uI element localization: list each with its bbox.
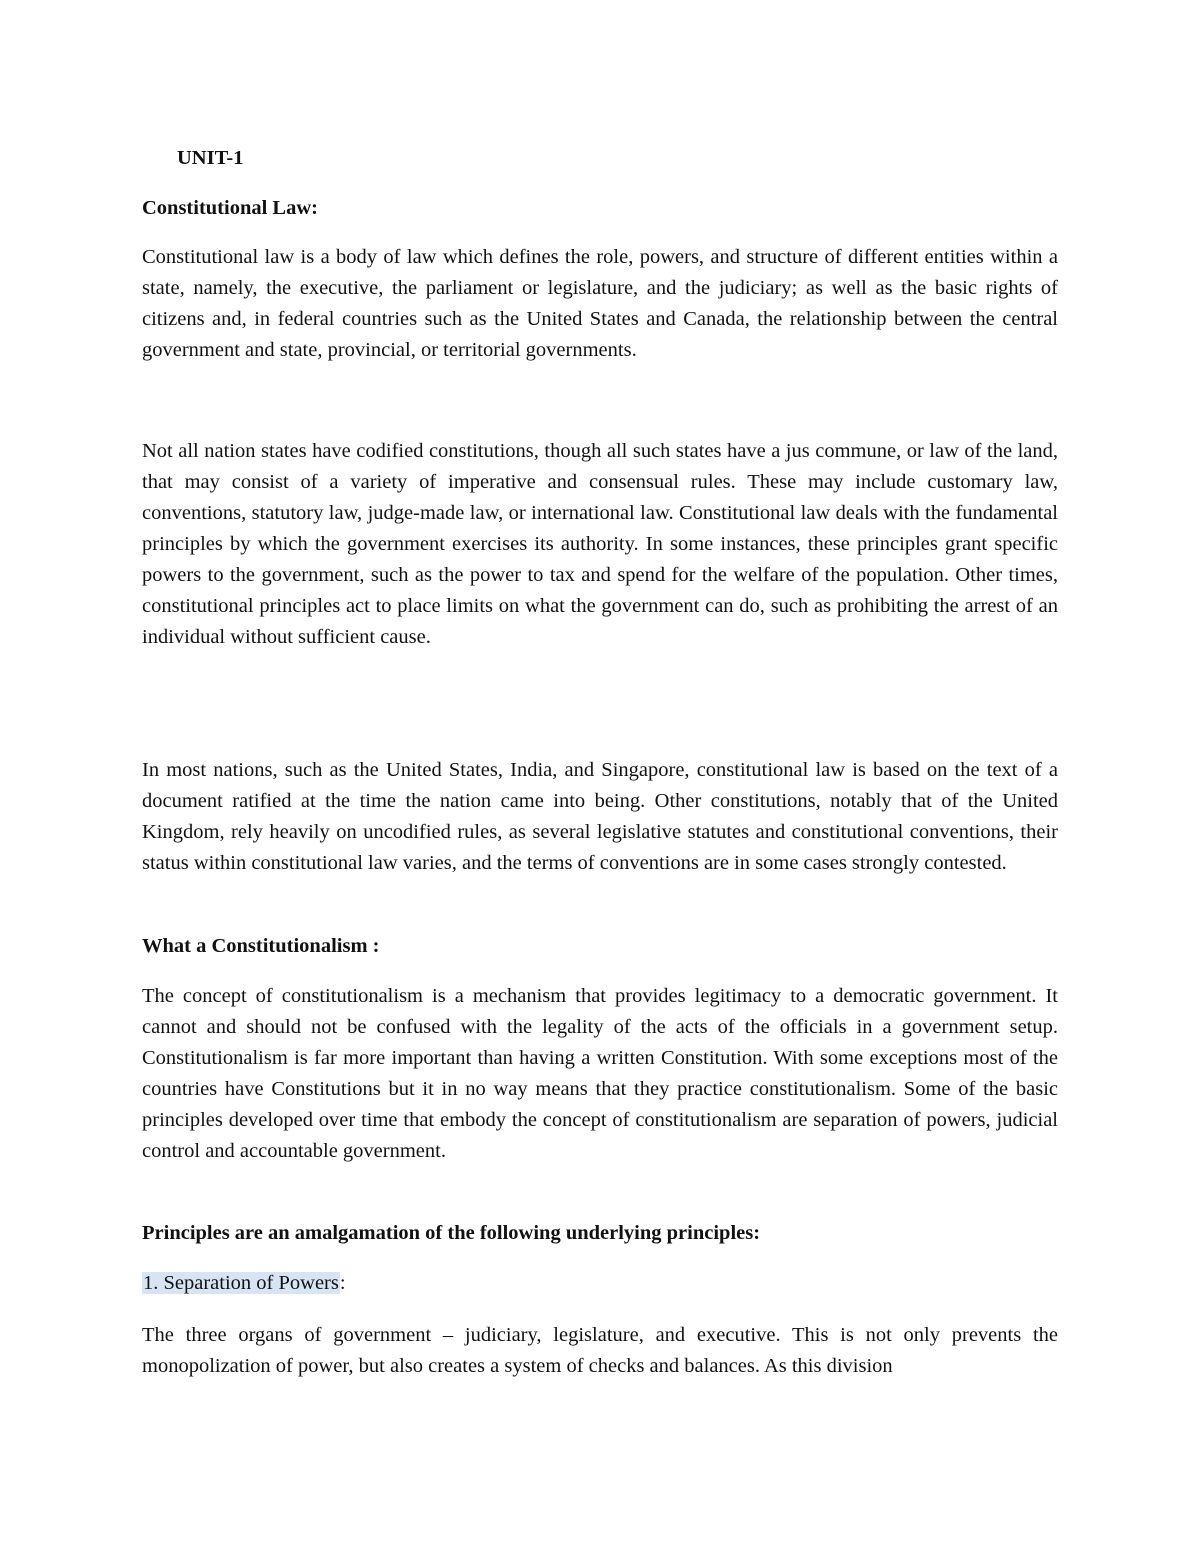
subheading-separation-of-powers	[142, 1268, 1058, 1299]
paragraph-codified-constitutions: Not all nation states have codified constitutions, though all such states have a jus commune, or law of the land, that may consist of a variety of imperative and consensual rules. These may include customary law, conventions, statutory law, judge-made law, or international law. Constitutional law deals with the fundamental principles by which the government exercises its authority. In some instances, these principles grant specific powers to the government, such as the power to tax and spend for the welfare of the population. Other times, constitutional principles act to place limits on what the government can do, such as prohibiting the arrest of an individual without sufficient cause.	[142, 440, 1058, 648]
separation-of-powers-colon: :	[339, 1272, 346, 1294]
paragraph-three-organs: The three organs of government – judiciary, legislature, and executive. This is not only prevents the monopolization of power, but also creates a system of checks and balances. As this division	[142, 1324, 1058, 1377]
heading-constitutional-law: Constitutional Law:	[142, 197, 318, 219]
paragraph-constitutionalism: The concept of constitutionalism is a mechanism that provides legitimacy to a democratic government. It cannot and should not be confused with the legality of the acts of the officials in a government setup. Constitutionalism is far more important than having a written Constitution. With some exceptions most of the countries have Constitutions but it in no way means that they practice constitutionalism. Some of the basic principles developed over time that embody the concept of constitutionalism are separation of powers, judicial control and accountable government.	[142, 985, 1058, 1162]
unit-title: UNIT-1	[177, 147, 244, 169]
separation-of-powers-highlight: 1. Separation of Powers	[143, 1272, 339, 1294]
paragraph-most-nations: In most nations, such as the United States, India, and Singapore, constitutional law is based on the text of a document ratified at the time the nation came into being. Other constitutions, notably that of the United Kingdom, rely heavily on uncodified rules, as several legislative statutes and constitutional conventions, their status within constitutional law varies, and the terms of conventions are in some cases strongly contested.	[142, 759, 1058, 874]
paragraph-definition: Constitutional law is a body of law which defines the role, powers, and structure of different entities within a state, namely, the executive, the parliament or legislature, and the judiciary; as well as the basic rights of citizens and, in federal countries such as the United States and Canada, the relationship between the central government and state, provincial, or territorial governments.	[142, 246, 1058, 361]
heading-principles: Principles are an amalgamation of the following underlying principles:	[142, 1222, 761, 1244]
heading-constitutionalism: What a Constitutionalism :	[142, 935, 380, 957]
